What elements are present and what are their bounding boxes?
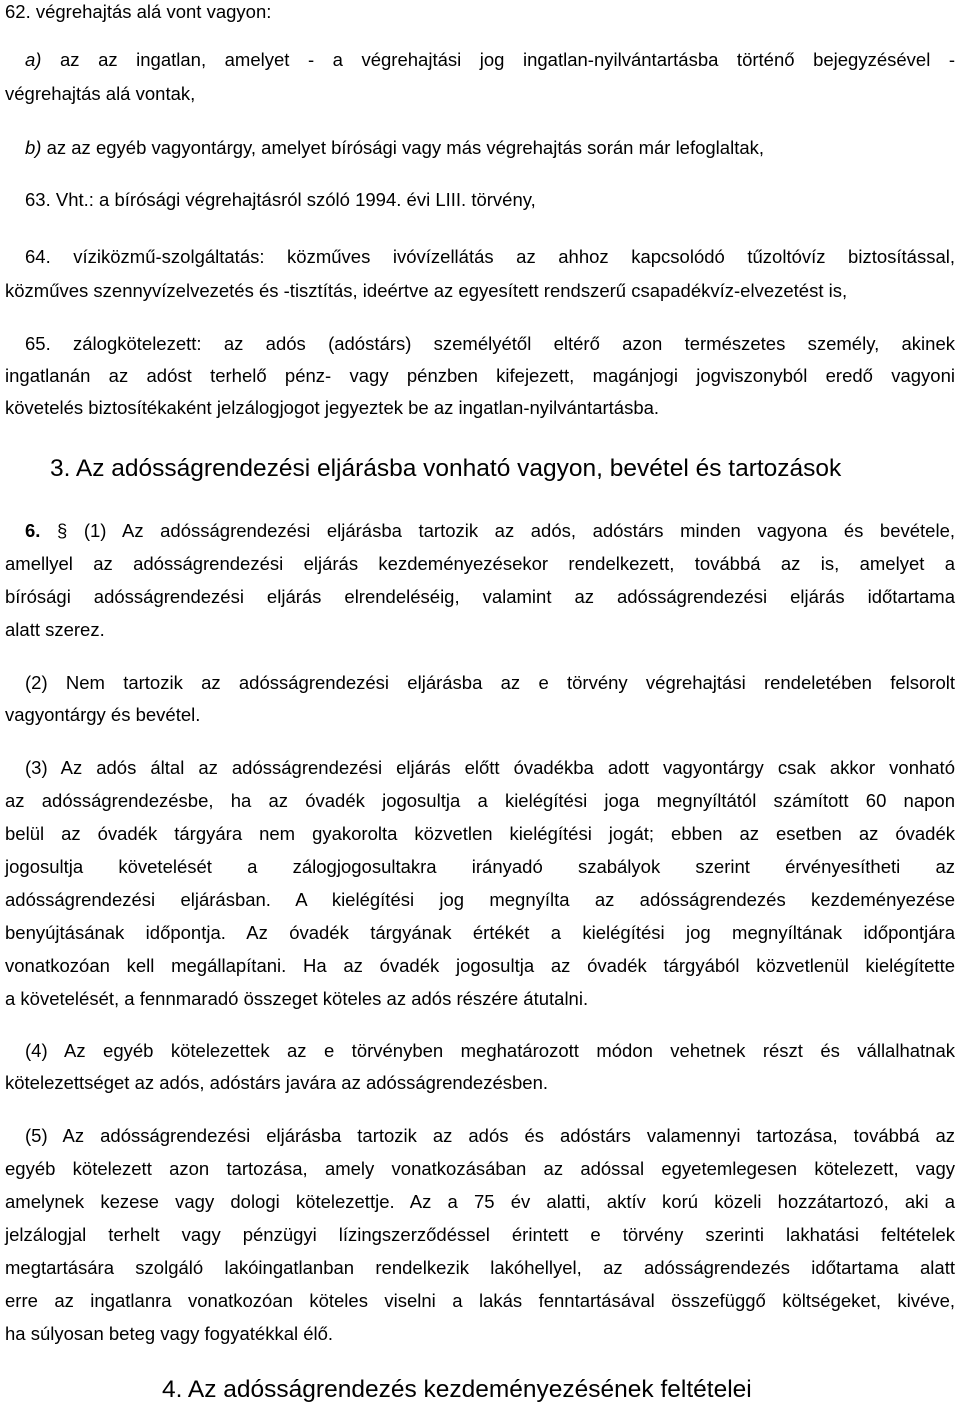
definition-62-a-text-1: az az ingatlan, amelyet - a végrehajtási jog ingatlan-nyilvántartásba történő bejegyzésével - [60,49,956,70]
list-label-b: b) [25,137,42,158]
definition-65-line-1: 65. zálogkötelezett: az adós (adóstárs) személyétől eltérő azon természetes személy, akinek [25,333,955,354]
section-6-p5-line-1: (5) Az adósságrendezési eljárásba tartozik az adós és adóstárs valamennyi tartozása, továbbá az [25,1125,955,1146]
definition-63: 63. Vht.: a bírósági végrehajtásról szóló 1994. évi LIII. törvény, [25,189,536,210]
section-6-p5-line-3: amelynek kezese vagy dologi kötelezettje. Az a 75 év alatti, aktív korú közeli hozzátartozó, aki a [5,1191,955,1212]
section-6-p2-line-2: vagyontárgy és bevétel. [5,704,201,725]
definition-65-line-3: követelés biztosítékaként jelzálogjogot jegyeztek be az ingatlan-nyilvántartásba. [5,397,660,418]
chapter-4-heading: 4. Az adósságrendezés kezdeményezésének feltételei [162,1376,752,1403]
section-6-p5-line-7: ha súlyosan beteg vagy fogyatékkal élő. [5,1323,334,1344]
definition-62-a [25,48,955,72]
section-6-p5-line-4: jelzálogjal terhelt vagy pénzügyi lízingszerződéssel érintett e törvény szerinti lakhatási feltételek [5,1224,955,1245]
section-6-p1-line-3: bírósági adósságrendezési eljárás elrendeléséig, valamint az adósságrendezési eljárás időtartama [5,586,955,607]
section-6-p1-line-2: amellyel az adósságrendezési eljárás kezdeményezésekor rendelkezett, továbbá az is, amelyet a [5,553,955,574]
definition-62-a-text-2: végrehajtás alá vontak, [5,83,196,104]
definition-62-b [25,136,955,160]
section-6-p3-line-2: az adósságrendezésbe, ha az óvadék jogosultja a kielégítési joga megnyíltától számított 60 napon [5,790,955,811]
section-6-p5-line-6: erre az ingatlanra vonatkozóan köteles viselni a lakás fenntartásával összefüggő költségeket, kivéve, [5,1290,955,1311]
section-6-p2-line-1: (2) Nem tartozik az adósságrendezési eljárásba az e törvény végrehajtási rendeletében felsorolt [25,672,955,693]
section-6-p5-line-2: egyéb kötelezett azon tartozása, amely vonatkozásában az adóssal egyetemlegesen kötelezett, vagy [5,1158,955,1179]
section-6-p3-line-8: a követelését, a fennmaradó összeget köteles az adós részére átutalni. [5,988,589,1009]
definition-64-line-2: közműves szennyvízelvezetés és -tisztítás, ideértve az egyesített rendszerű csapadékvíz-elvezetést is, [5,280,848,301]
definition-62-b-text: az az egyéb vagyontárgy, amelyet bírósági vagy más végrehajtás során már lefoglaltak, [46,137,765,158]
definition-62-title: 62. végrehajtás alá vont vagyon: [5,1,272,22]
section-6-p5-line-5: megtartására szolgáló lakóingatlanban rendelkezik lakóhellyel, az adósságrendezés időtartama alatt [5,1257,955,1278]
section-6-p3-line-5: adósságrendezési eljárásban. A kielégítési jog megnyílta az adósságrendezés kezdeményezése [5,889,955,910]
section-number: 6. [25,520,41,541]
definition-65-line-2: ingatlanán az adóst terhelő pénz- vagy pénzben kifejezett, magánjogi jogviszonyból eredő vagyoni [5,365,955,386]
section-6-p1-text-1: § (1) Az adósságrendezési eljárásba tartozik az adós, adóstárs minden vagyona és bevétele, [57,520,955,541]
section-6-p1-line-4: alatt szerez. [5,619,105,640]
chapter-3-heading: 3. Az adósságrendezési eljárásba vonható vagyon, bevétel és tartozások [50,455,842,482]
section-6-p3-line-4: jogosultja követelését a zálogjogosultakra irányadó szabályok szerint érvényesítheti az [5,856,955,877]
section-6-p3-line-3: belül az óvadék tárgyára nem gyakorolta közvetlen kielégítési jogát; ebben az esetben az óvadék [5,823,955,844]
section-6-p3-line-1: (3) Az adós által az adósságrendezési eljárás előtt óvadékba adott vagyontárgy csak akkor vonható [25,757,955,778]
section-6-p4-line-1: (4) Az egyéb kötelezettek az e törvényben meghatározott módon vehetnek részt és vállalhatnak [25,1040,955,1061]
section-6-p4-line-2: kötelezettséget az adós, adóstárs javára az adósságrendezésben. [5,1072,549,1093]
section-6-p3-line-6: benyújtásának időpontja. Az óvadék tárgyának értékét a kielégítési jog megnyíltának időpontjára [5,922,955,943]
section-6-p1-line-1 [25,519,955,543]
list-label-a: a) [25,49,42,70]
section-6-p3-line-7: vonatkozóan kell megállapítani. Ha az óvadék jogosultja az óvadék tárgyából közvetlenül kielégítette [5,955,955,976]
definition-64-line-1: 64. víziközmű-szolgáltatás: közműves ivóvízellátás az ahhoz kapcsolódó tűzoltóvíz biztosítással, [25,246,955,267]
